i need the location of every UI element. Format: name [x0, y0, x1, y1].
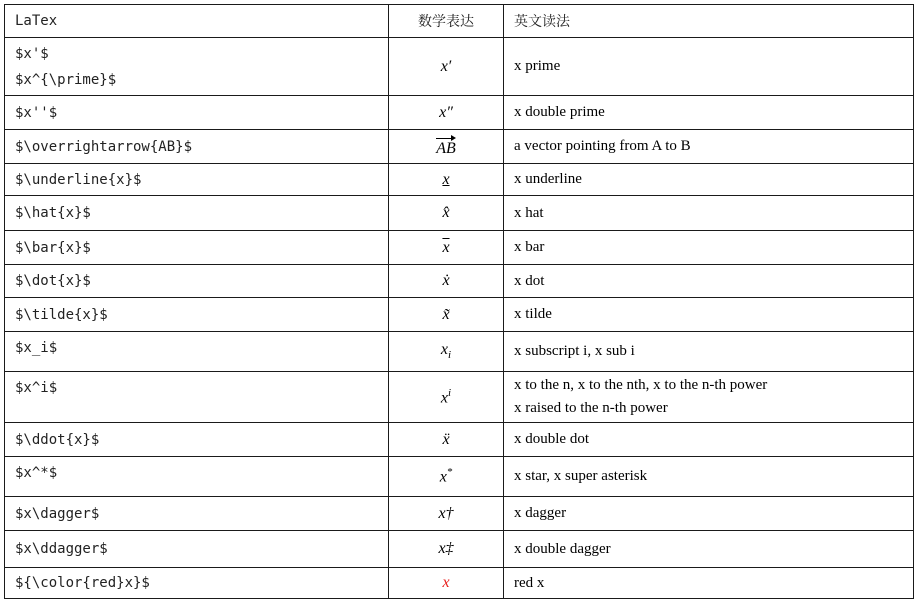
reading-cell — [504, 96, 914, 130]
latex-code: $x_i$ — [15, 340, 58, 356]
reading-text: x bar — [514, 239, 545, 255]
math-expression: x — [442, 170, 450, 188]
latex-code: $x\ddagger$ — [15, 541, 108, 557]
latex-code: $x''$ — [15, 104, 58, 121]
math-cell — [389, 298, 504, 332]
header-latex: LaTex — [5, 5, 389, 38]
latex-cell — [5, 423, 389, 457]
reading-cell — [504, 38, 914, 96]
math-superscript: * — [446, 466, 453, 479]
latex-code: $\ddot{x}$ — [15, 431, 100, 448]
reading-cell — [504, 531, 914, 568]
math-cell — [389, 196, 504, 231]
table-row — [5, 231, 914, 265]
table-row — [5, 298, 914, 332]
latex-code: $\overrightarrow{AB}$ — [15, 138, 193, 155]
table-row — [5, 568, 914, 599]
table-row — [5, 332, 914, 372]
table-row — [5, 38, 914, 96]
math-expression: x‡ — [438, 540, 454, 557]
reading-text: x dagger — [514, 505, 567, 521]
reading-cell — [504, 231, 914, 265]
math-cell — [389, 265, 504, 298]
reading-text: x prime — [514, 58, 561, 74]
reading-text: a vector pointing from A to B — [514, 138, 691, 154]
math-cell — [389, 96, 504, 130]
reading-cell — [504, 265, 914, 298]
header-english-reading: 英文读法 — [504, 5, 914, 38]
math-cell — [389, 164, 504, 196]
reading-cell — [504, 457, 914, 497]
reading-cell — [504, 568, 914, 599]
latex-cell — [5, 372, 389, 423]
reading-cell — [504, 332, 914, 372]
latex-code: $x^i$ — [15, 380, 58, 396]
math-expression: x′ — [440, 57, 452, 75]
latex-code: $\bar{x}$ — [15, 239, 91, 256]
math-expression: ẋ — [442, 272, 450, 289]
latex-code: ${\color{red}x}$ — [15, 575, 150, 591]
table-row — [5, 457, 914, 497]
reading-cell — [504, 130, 914, 164]
reading-text: x double dagger — [514, 540, 611, 557]
table-row — [5, 265, 914, 298]
latex-code: $\hat{x}$ — [15, 205, 91, 221]
math-cell — [389, 231, 504, 265]
math-expression: x̃ — [442, 305, 450, 323]
math-expression: x — [440, 389, 449, 407]
latex-code: $\tilde{x}$ — [15, 306, 108, 323]
latex-cell — [5, 38, 389, 96]
reading-cell — [504, 164, 914, 196]
reading-text: x raised to the n-th power — [514, 400, 668, 416]
math-cell — [389, 130, 504, 164]
latex-code: $x\dagger$ — [15, 505, 100, 522]
table-row — [5, 130, 914, 164]
latex-cell — [5, 265, 389, 298]
math-cell — [389, 531, 504, 568]
reading-text: x hat — [514, 204, 544, 221]
table-row — [5, 96, 914, 130]
header-row — [5, 5, 914, 38]
math-expression: x″ — [439, 103, 453, 121]
math-cell — [389, 372, 504, 423]
latex-cell — [5, 568, 389, 599]
reading-cell — [504, 196, 914, 231]
latex-code: $\underline{x}$ — [15, 171, 142, 188]
reading-text: x double prime — [514, 104, 605, 120]
latex-cell — [5, 96, 389, 130]
reading-text: x to the n, x to the nth, x to the n-th power — [514, 377, 768, 393]
math-expression: x — [442, 574, 450, 591]
math-expression: AB — [436, 136, 456, 158]
latex-code: $x'$ — [15, 45, 49, 62]
header-math-expression: 数学表达 — [389, 5, 504, 38]
latex-code: $x^{\prime}$ — [15, 71, 117, 88]
reading-text: red x — [514, 574, 545, 591]
math-expression: x — [439, 468, 447, 486]
math-expression: x† — [438, 504, 454, 522]
table-row — [5, 372, 914, 423]
math-superscript: i — [448, 386, 452, 399]
latex-cell — [5, 130, 389, 164]
latex-cell — [5, 298, 389, 332]
latex-cell — [5, 164, 389, 196]
latex-cell — [5, 196, 389, 231]
math-cell — [389, 38, 504, 96]
reading-text: x double dot — [514, 431, 589, 447]
math-cell — [389, 423, 504, 457]
table-row — [5, 196, 914, 231]
math-expression: ẍ — [442, 430, 450, 448]
table-row — [5, 164, 914, 196]
reading-text: x underline — [514, 171, 582, 187]
latex-code: $x^*$ — [15, 465, 58, 481]
math-cell — [389, 568, 504, 599]
math-cell — [389, 457, 504, 497]
reading-cell — [504, 423, 914, 457]
reading-text: x subscript i, x sub i — [514, 343, 635, 359]
math-cell — [389, 497, 504, 531]
math-expression: x — [440, 341, 449, 359]
reading-text: x star, x super asterisk — [514, 468, 648, 484]
latex-cell — [5, 332, 389, 372]
reading-cell — [504, 372, 914, 423]
reading-cell — [504, 497, 914, 531]
latex-cell — [5, 231, 389, 265]
latex-code: $\dot{x}$ — [15, 273, 91, 289]
reading-text: x tilde — [514, 306, 552, 322]
math-subscript: i — [448, 349, 452, 362]
math-expression: $\overline{x}$ — [442, 238, 450, 256]
latex-reference-table — [4, 4, 914, 599]
table-row — [5, 497, 914, 531]
latex-cell — [5, 497, 389, 531]
math-cell — [389, 332, 504, 372]
math-expression: x̂ — [442, 204, 450, 221]
table-row — [5, 423, 914, 457]
table-row — [5, 531, 914, 568]
reading-text: x dot — [514, 272, 545, 289]
reading-cell — [504, 298, 914, 332]
latex-cell — [5, 531, 389, 568]
latex-cell — [5, 457, 389, 497]
